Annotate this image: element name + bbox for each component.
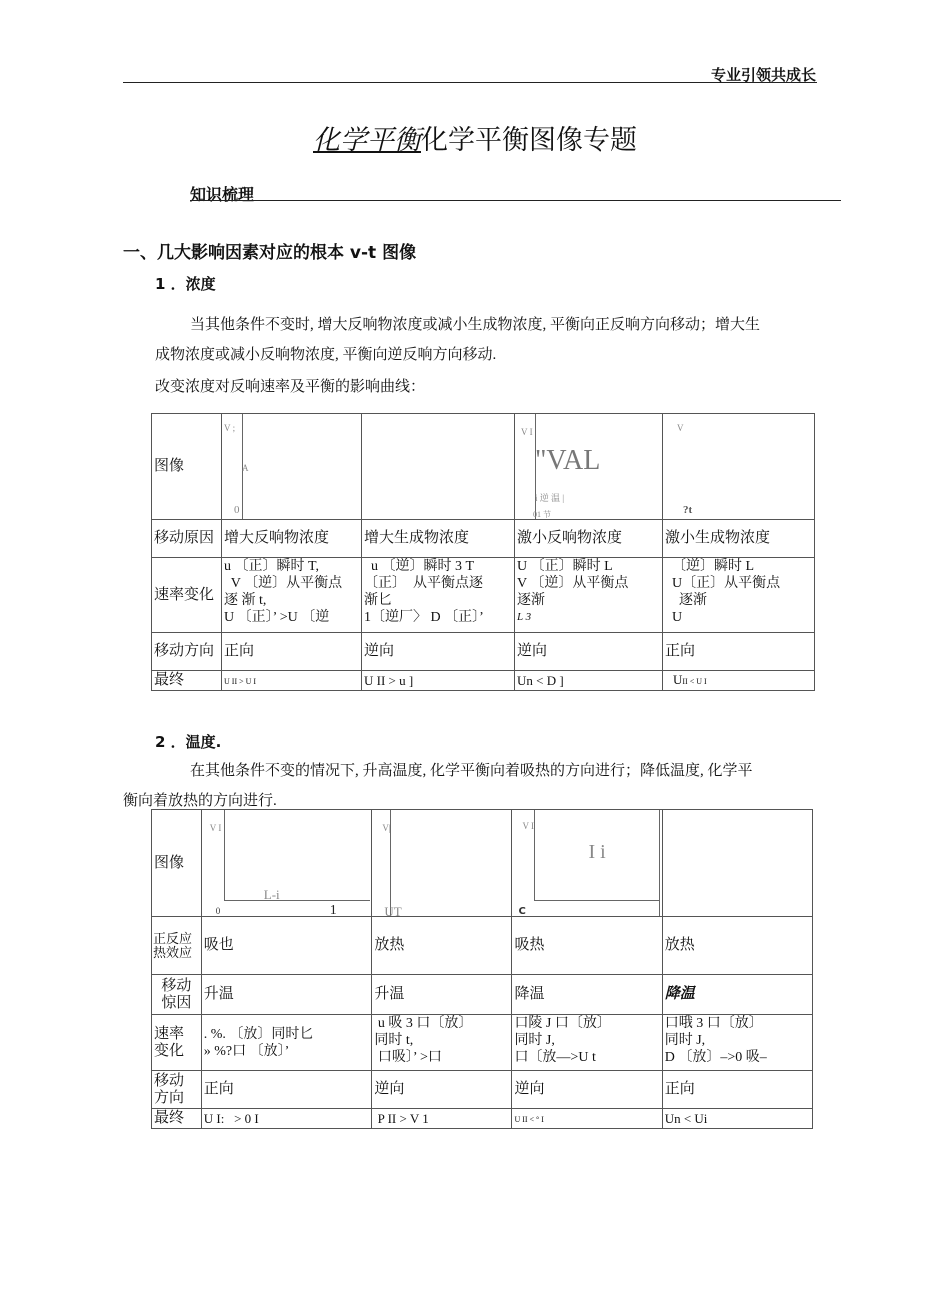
paragraph-line: 衡向着放热的方向进行. [123, 793, 277, 809]
axis-label: UT [384, 904, 402, 917]
table-cell: 激小反响物浓度 [515, 520, 663, 558]
table-row [152, 810, 813, 917]
rate-line: u 吸 3 口〔放〕 [374, 1016, 473, 1031]
table-cell: 正向 [662, 1071, 812, 1109]
row-label: 速率变化 [152, 1015, 202, 1071]
table-cell: 升温 [372, 975, 512, 1015]
table-cell: 增大反响物浓度 [222, 520, 362, 558]
graph-cell [222, 414, 362, 520]
origin-label: 0 [234, 504, 240, 516]
title-main-part: 化学平衡图像专题 [421, 125, 637, 156]
header-divider [123, 82, 817, 83]
table-cell: 吸热 [512, 917, 662, 975]
final-subscript: II < U I [682, 677, 707, 686]
rate-line: » %?口 〔放〕’ [203, 1043, 290, 1059]
table-row [152, 917, 813, 975]
axis-label: V I [521, 427, 533, 437]
table-cell: P II > V 1 [372, 1109, 512, 1129]
table-row [152, 1015, 813, 1071]
rate-line: 逐渐 [665, 593, 707, 608]
section-divider [190, 200, 841, 201]
axis-label: 1 [329, 903, 337, 917]
axis-line [659, 810, 660, 916]
table-cell: 吸也 [201, 917, 372, 975]
rate-line: . %. 〔放〕同时匕 [203, 1026, 314, 1042]
table-cell [222, 671, 362, 691]
table-cell [372, 1015, 512, 1071]
rate-line: D 〔放〕–>0 吸– [664, 1050, 767, 1065]
paragraph-line: 成物浓度或减小反响物浓度, 平衡向逆反响方向移动. [155, 347, 497, 363]
graph-cell [372, 810, 512, 917]
row-label: 正反应热效应 [152, 917, 202, 975]
row-label: 图像 [152, 810, 202, 917]
row-label: 最终 [152, 1109, 202, 1129]
table-cell: 放热 [662, 917, 812, 975]
graph-text: i 逆 温 | [535, 493, 565, 503]
rate-line: 1〔逆厂〉 D 〔正〕’ [364, 610, 484, 625]
graph-cell [201, 810, 372, 917]
final-value: U [673, 672, 683, 687]
axis-label: V I [209, 823, 222, 833]
table-row [152, 1071, 813, 1109]
table-cell: Un < Ui [662, 1109, 812, 1129]
axis-line [224, 900, 370, 901]
row-label: 最终 [152, 671, 222, 691]
table-row [152, 975, 813, 1015]
table-cell: 正向 [663, 633, 815, 671]
row-label: 速率变化 [152, 558, 222, 633]
curve-label: A [242, 463, 249, 473]
rate-line: 同时 t, [374, 1033, 414, 1048]
rate-line: U〔正〕从平衡点 [665, 576, 781, 591]
rate-line: 逐渐 [517, 593, 545, 608]
table-cell [512, 1109, 662, 1129]
document-title [0, 118, 950, 157]
final-value: U II < ° I [514, 1114, 544, 1124]
row-label: 移动方向 [152, 633, 222, 671]
table-cell [515, 558, 663, 633]
rate-line: U 〔正〕’ >U 〔逆 [224, 610, 330, 625]
table-cell: 升温 [201, 975, 372, 1015]
table-cell: 降温 [662, 975, 812, 1015]
rate-line: 同时 J, [514, 1033, 555, 1048]
graph-cell [662, 810, 812, 917]
rate-line: 〔正〕 从平衡点逐 [364, 576, 483, 591]
rate-line: 〔逆〕瞬时 L [665, 559, 755, 574]
axis-label: C [518, 906, 526, 917]
axis-label: V I [522, 821, 535, 831]
page-header: 专业引领共成长 [710, 66, 816, 84]
rate-line: L 3 [517, 611, 532, 623]
origin-label: 0 [215, 906, 221, 916]
rate-line: 口吸〕’ >口 [374, 1050, 442, 1065]
table-cell: 逆向 [362, 633, 515, 671]
table-cell: Un < D ] [515, 671, 663, 691]
axis-label: ?t [683, 504, 693, 516]
table-cell [662, 1015, 812, 1071]
rate-line: 口陵 J 口〔放〕 [514, 1016, 611, 1031]
axis-label: V ; [224, 423, 236, 433]
table-row [152, 558, 815, 633]
table-cell: 逆向 [512, 1071, 662, 1109]
title-italic-part: 化学平衡 [313, 125, 421, 156]
heading-main: 一、几大影响因素对应的根本 v-t 图像 [123, 243, 417, 263]
rate-line: 逐 渐 t, [224, 593, 267, 608]
section-label: 知识梳理 [190, 185, 255, 204]
row-label: 移动惊因 [152, 975, 202, 1015]
row-label: 移动原因 [152, 520, 222, 558]
table-cell [201, 1015, 372, 1071]
table-cell: 降温 [512, 975, 662, 1015]
paragraph-line: 当其他条件不变时, 增大反响物浓度或减小生成物浓度, 平衡向正反响方向移动；增大生 [190, 317, 761, 333]
rate-line: V 〔逆〕从平衡点 [517, 576, 629, 591]
rate-line: U 〔正〕瞬时 L [517, 559, 613, 574]
table-cell [512, 1015, 662, 1071]
table-cell: 激小生成物浓度 [663, 520, 815, 558]
rate-line: 口〔放—>U t [514, 1050, 596, 1065]
table-cell: 逆向 [372, 1071, 512, 1109]
row-label: 移动方向 [152, 1071, 202, 1109]
table-row [152, 671, 815, 691]
table-cell: 增大生成物浓度 [362, 520, 515, 558]
graph-cell [663, 414, 815, 520]
graph-text: 01 节 [533, 510, 551, 519]
table-cell: U II > u ] [362, 671, 515, 691]
axis-line [224, 810, 225, 900]
table-cell [362, 558, 515, 633]
heading-temperature: 2 ．温度. [155, 733, 222, 751]
rate-line: V 〔逆〕从平衡点 [224, 576, 343, 591]
table-cell [222, 558, 362, 633]
table-row [152, 414, 815, 520]
table-cell: 逆向 [515, 633, 663, 671]
rate-line: 口哦 3 口〔放〕 [664, 1016, 763, 1031]
row-label: 图像 [152, 414, 222, 520]
rate-line: U [665, 610, 683, 625]
table-cell [663, 671, 815, 691]
rate-line: 渐匕 [364, 593, 392, 608]
axis-label: V| [382, 823, 391, 833]
table-row [152, 633, 815, 671]
axis-line [390, 810, 391, 916]
rate-line: u 〔逆〕瞬时 3 T [364, 559, 475, 574]
graph-cell [512, 810, 662, 917]
axis-label: V [677, 423, 684, 433]
curve-label: I i [588, 841, 606, 863]
table-row [152, 1109, 813, 1129]
rate-line: u 〔正〕瞬时 T, [224, 559, 320, 574]
table-cell [663, 558, 815, 633]
table-row [152, 520, 815, 558]
table-cell: 正向 [201, 1071, 372, 1109]
curve-label: L-i [263, 887, 280, 902]
heading-concentration: 1 ．浓度 [155, 275, 216, 293]
graph-cell [515, 414, 663, 520]
table-cell: 放热 [372, 917, 512, 975]
paragraph-line: 改变浓度对反响速率及平衡的影响曲线： [155, 379, 426, 395]
graph-cell [362, 414, 515, 520]
graph-text: "VAL [535, 445, 601, 476]
temperature-table [151, 809, 813, 1129]
paragraph-line: 在其他条件不变的情况下, 升高温度, 化学平衡向着吸热的方向进行；降低温度, 化学平 [190, 763, 753, 779]
concentration-table [151, 413, 815, 691]
table-cell: U I: > 0 I [201, 1109, 372, 1129]
table-cell: 正向 [222, 633, 362, 671]
rate-line: 同时 J, [664, 1033, 706, 1048]
final-value: U II > U I [224, 676, 257, 686]
